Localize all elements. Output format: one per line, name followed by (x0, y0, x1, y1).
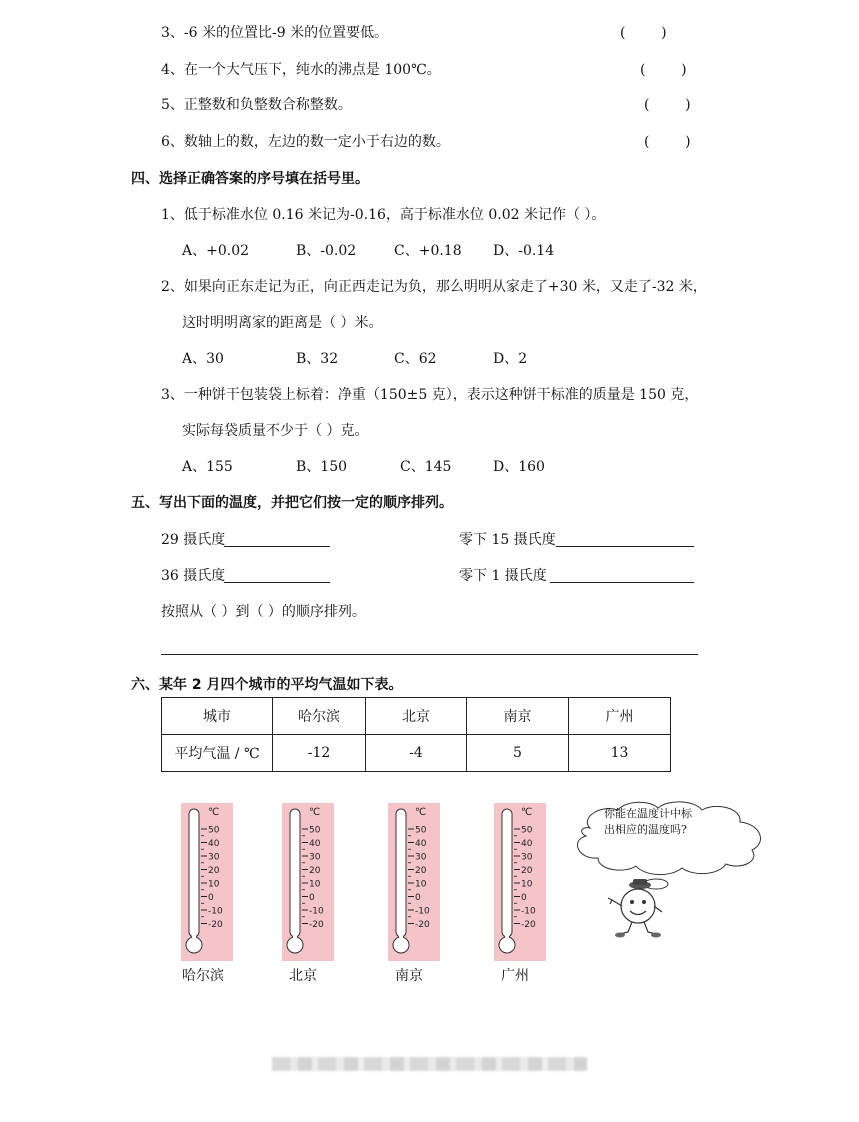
tick-label: 20 (208, 866, 220, 876)
tick-label: -20 (309, 920, 324, 930)
table-cell: -4 (366, 735, 467, 772)
judge-item-3: 3、-6 米的位置比-9 米的位置要低。 (161, 25, 389, 41)
tick-label: 10 (208, 879, 220, 890)
option-b[interactable]: B、32 (296, 351, 339, 367)
tick-label: 40 (415, 839, 427, 849)
option-c[interactable]: C、145 (400, 459, 452, 475)
temp-item: 零下 1 摄氏度 (459, 568, 547, 584)
option-c[interactable]: C、62 (394, 351, 437, 367)
tick-label: -20 (521, 920, 536, 930)
tick-label: -10 (521, 906, 536, 917)
tick-label: 0 (521, 893, 527, 903)
judge-item-6: 6、数轴上的数，左边的数一定小于右边的数。 (161, 134, 450, 150)
temperature-table (161, 697, 671, 772)
answer-paren[interactable]: ( ) (640, 62, 687, 78)
table-cell: 哈尔滨 (273, 698, 366, 735)
table-cell: 南京 (467, 698, 569, 735)
tick-label: 40 (208, 839, 220, 849)
thermometer-beijing[interactable] (282, 803, 334, 961)
tick-label: 30 (309, 852, 321, 863)
judge-item-4: 4、在一个大气压下，纯水的沸点是 100℃。 (161, 62, 441, 78)
table-cell: 城市 (162, 698, 273, 735)
footer-watermark (272, 1057, 587, 1071)
thermometer-scale (181, 803, 233, 961)
judge-item-5: 5、正整数和负整数合称整数。 (161, 97, 352, 113)
option-b[interactable]: B、-0.02 (296, 243, 357, 259)
table-header-row (162, 698, 671, 735)
option-d[interactable]: D、-0.14 (493, 243, 555, 259)
answer-blank[interactable] (556, 546, 694, 547)
tick-label: 40 (309, 839, 321, 849)
order-prompt: 按照从（ ）到（ ）的顺序排列。 (161, 604, 366, 620)
answer-blank[interactable] (550, 582, 694, 583)
tick-label: 0 (309, 893, 315, 903)
tick-label: 20 (309, 866, 321, 876)
tick-label: 10 (521, 879, 533, 890)
cartoon-character-icon (606, 878, 666, 940)
temp-item: 零下 15 摄氏度 (459, 532, 556, 548)
thermometer-label: 北京 (289, 968, 317, 984)
thermometer-nanjing[interactable] (388, 803, 440, 961)
thermometer-unit: ℃ (415, 807, 427, 818)
table-row (162, 735, 671, 772)
table-cell: 北京 (366, 698, 467, 735)
thermometer-stem (192, 903, 196, 945)
option-c[interactable]: C、+0.18 (394, 243, 462, 259)
bubble-line: 你能在温度计中标 (604, 807, 692, 820)
bubble-text (604, 806, 734, 838)
option-b[interactable]: B、150 (296, 459, 348, 475)
option-d[interactable]: D、160 (493, 459, 545, 475)
tick-label: 20 (521, 866, 533, 876)
section-6-title: 六、某年 2 月四个城市的平均气温如下表。 (131, 677, 403, 693)
question-4-3-cont: 实际每袋质量不少于（ ）克。 (182, 423, 369, 439)
tick-label: 0 (208, 893, 214, 903)
option-a[interactable]: A、+0.02 (182, 243, 250, 259)
temp-item: 36 摄氏度 (161, 568, 226, 584)
answer-blank[interactable] (224, 546, 330, 547)
order-answer-line[interactable] (161, 654, 698, 655)
thermometer-stem (399, 903, 403, 945)
tick-label: 30 (208, 852, 220, 863)
table-cell: 平均气温 / ℃ (162, 735, 273, 772)
question-4-3: 3、一种饼干包装袋上标着：净重（150±5 克），表示这种饼干标准的质量是 150 克， (161, 387, 699, 403)
answer-paren[interactable]: ( ) (644, 134, 691, 150)
bubble-line: 出相应的温度吗? (604, 823, 687, 836)
tick-label: 20 (415, 866, 427, 876)
thermometer-unit: ℃ (521, 807, 533, 818)
tick-label: 30 (415, 852, 427, 863)
tick-label: 30 (521, 852, 533, 863)
option-d[interactable]: D、2 (493, 351, 528, 367)
tick-label: 50 (309, 825, 321, 836)
thermometer-harbin[interactable] (181, 803, 233, 961)
tick-label: -10 (415, 906, 430, 917)
tick-label: -20 (208, 920, 223, 930)
tick-label: -10 (208, 906, 223, 917)
table-cell: 广州 (569, 698, 671, 735)
question-4-2-cont: 这时明明离家的距离是（ ）米。 (182, 315, 383, 331)
option-a[interactable]: A、155 (182, 459, 233, 475)
thermometer-scale (282, 803, 334, 961)
answer-blank[interactable] (224, 582, 330, 583)
section-5-title: 五、写出下面的温度，并把它们按一定的顺序排列。 (131, 495, 453, 511)
question-4-1: 1、低于标准水位 0.16 米记为-0.16，高于标准水位 0.02 米记作（ ）。 (161, 207, 606, 223)
temp-item: 29 摄氏度 (161, 532, 226, 548)
tick-label: 50 (415, 825, 427, 836)
table-cell: 13 (569, 735, 671, 772)
answer-paren[interactable]: ( ) (620, 25, 667, 41)
option-a[interactable]: A、30 (182, 351, 224, 367)
tick-label: 50 (521, 825, 533, 836)
table-cell: 5 (467, 735, 569, 772)
tick-label: -10 (309, 906, 324, 917)
tick-label: 10 (309, 879, 321, 890)
section-4-title: 四、选择正确答案的序号填在括号里。 (131, 171, 369, 187)
tick-label: 50 (208, 825, 220, 836)
question-4-2: 2、如果向正东走记为正，向正西走记为负，那么明明从家走了+30 米，又走了-32 米， (161, 279, 707, 295)
thermometer-unit: ℃ (208, 807, 220, 818)
thermometer-stem (293, 903, 297, 945)
thermometer-scale (388, 803, 440, 961)
table-cell: -12 (273, 735, 366, 772)
tick-label: 0 (415, 893, 421, 903)
tick-label: 10 (415, 879, 427, 890)
thermometer-label: 哈尔滨 (182, 968, 224, 984)
thermometer-label: 南京 (395, 968, 423, 984)
thermometer-guangzhou[interactable] (494, 803, 546, 961)
tick-label: 40 (521, 839, 533, 849)
thermometer-unit: ℃ (309, 807, 321, 818)
thermometer-stem (505, 903, 509, 945)
tick-label: -20 (415, 920, 430, 930)
thermometer-scale (494, 803, 546, 961)
answer-paren[interactable]: ( ) (644, 97, 691, 113)
thermometer-label: 广州 (501, 968, 529, 984)
